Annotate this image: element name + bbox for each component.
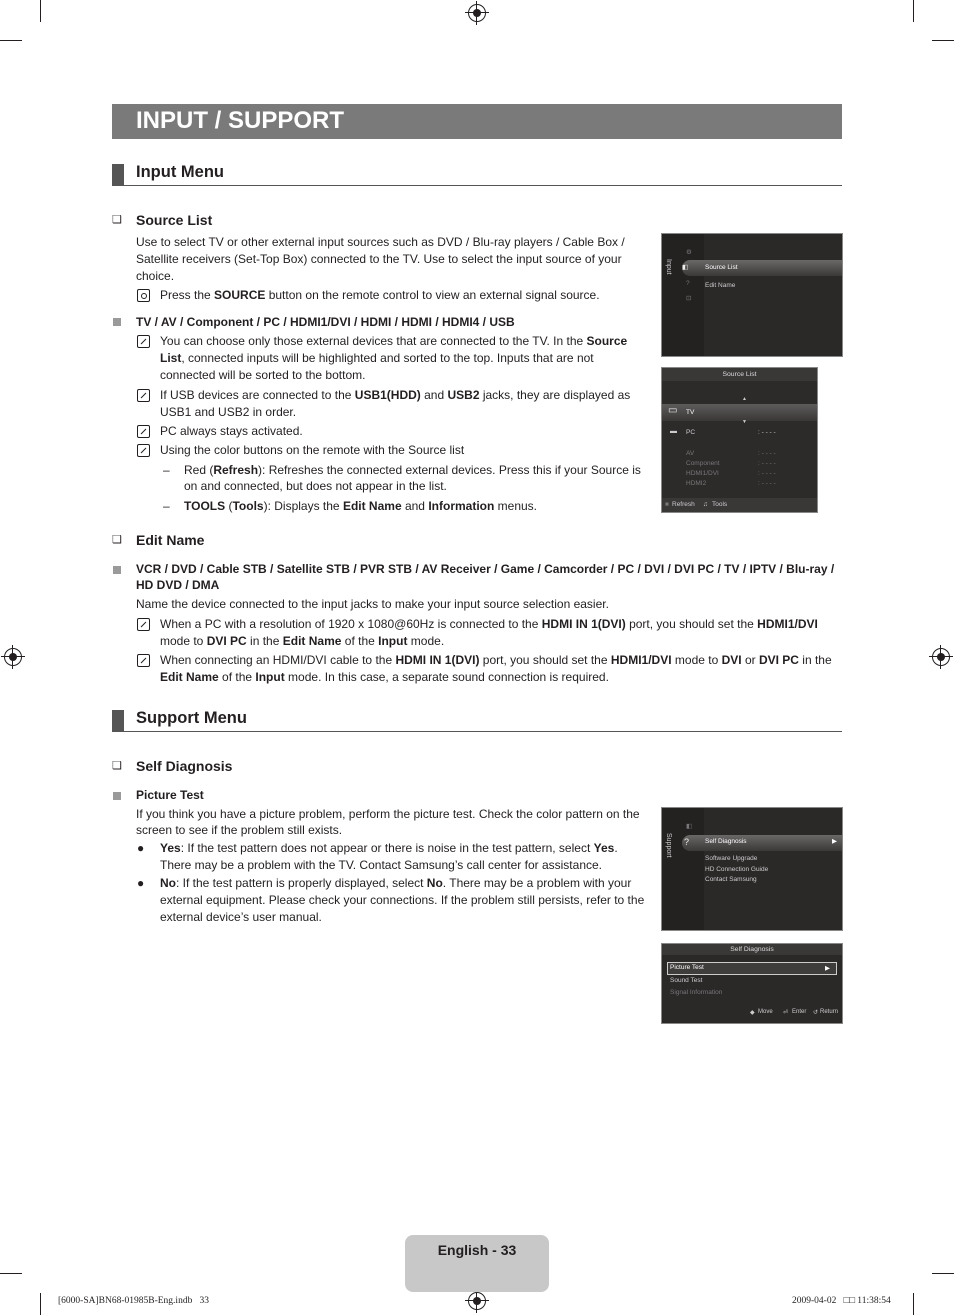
dash-item: TOOLS (Tools): Displays the Edit Name and Information menus. bbox=[184, 499, 538, 513]
dash-item: Red (Refresh): Refreshes the connected external devices. Press this if your Source is on and connected, but does not appear in the list. bbox=[184, 463, 641, 493]
input-menu-screenshot bbox=[661, 233, 843, 357]
page-title-banner bbox=[112, 104, 842, 139]
registration-mark-left bbox=[4, 648, 22, 666]
subsection-title: Self Diagnosis bbox=[136, 758, 233, 774]
subsection-title: Edit Name bbox=[136, 532, 205, 548]
return-icon: ↺ bbox=[813, 1010, 819, 1016]
note-icon bbox=[137, 389, 150, 402]
source-value: : - - - - bbox=[758, 480, 776, 487]
menu-item-self-diagnosis[interactable]: Self Diagnosis bbox=[705, 838, 747, 845]
page-number-tab bbox=[405, 1235, 549, 1292]
note-text: When a PC with a resolution of 1920 x 1080@60Hz is connected to the HDMI IN 1(DVI) port, you should set the HDMI1/DVI mode to DVI PC in the Edit Name of the Input mode. bbox=[160, 617, 818, 648]
dash-icon: – bbox=[163, 499, 170, 513]
source-list-screenshot bbox=[661, 367, 818, 513]
note-icon bbox=[137, 654, 150, 667]
item-heading: TV / AV / Component / PC / HDMI1/DVI / HDMI / HDMI / HDMI4 / USB bbox=[136, 315, 515, 329]
source-row-hdmi1-dvi[interactable]: HDMI1/DVI bbox=[686, 470, 719, 477]
note-icon bbox=[137, 425, 150, 438]
square-bullet-icon bbox=[113, 566, 121, 574]
source-row-component[interactable]: Component bbox=[686, 460, 720, 467]
checkbox-icon: ❑ bbox=[112, 534, 122, 546]
bullet-item: Yes: If the test pattern does not appear or there is noise in the test pattern, select Yes. There may be a problem with the TV. Contact Samsung’s call center for assistance. bbox=[160, 841, 618, 872]
registration-mark-right bbox=[932, 648, 950, 666]
note-icon bbox=[137, 618, 150, 631]
page-number: English - 33 bbox=[437, 1242, 517, 1258]
paragraph: Use to select TV or other external input sources such as DVD / Blu-ray players / Cable Box / Satellite receivers (Set-Top Box) connected to the TV. Use to select the input source of your choice. bbox=[136, 235, 625, 283]
checkbox-icon: ❑ bbox=[112, 214, 122, 226]
enter-icon: ⏎ bbox=[783, 1010, 789, 1016]
input-icon: ◧ bbox=[686, 823, 693, 830]
dash-icon: – bbox=[163, 463, 170, 477]
section-title: Support Menu bbox=[136, 709, 247, 727]
note-text: Using the color buttons on the remote with the Source list bbox=[160, 443, 465, 457]
support-icon: ? bbox=[686, 280, 690, 287]
note-text: PC always stays activated. bbox=[160, 424, 303, 438]
date-slug: 2009-04-02 □□ 11:38:54 bbox=[792, 1296, 891, 1306]
source-row-pc[interactable]: PC bbox=[686, 429, 696, 436]
paragraph: If you think you have a picture problem, perform the picture test. Check the color pattern on the screen to see if the problem still exists. bbox=[136, 807, 640, 837]
self-diagnosis-screenshot bbox=[661, 943, 843, 1024]
return-label: Return bbox=[820, 1009, 839, 1015]
note-icon bbox=[137, 335, 150, 348]
section-input-menu bbox=[112, 163, 842, 186]
item-heading: Picture Test bbox=[136, 788, 204, 802]
paragraph: Name the device connected to the input jacks to make your input source selection easier. bbox=[136, 597, 609, 611]
tools-label[interactable]: Tools bbox=[712, 501, 728, 508]
source-row-hdmi2[interactable]: HDMI2 bbox=[686, 480, 707, 487]
page-title: INPUT / SUPPORT bbox=[136, 107, 345, 134]
registration-mark-top bbox=[468, 4, 486, 22]
item-heading: VCR / DVD / Cable STB / Satellite STB / PVR STB / AV Receiver / Game / Camcorder / PC / DVI / DVI PC / TV / IPTV / Blu-ray / HD DVD / DMA bbox=[136, 562, 835, 592]
bullet-icon: ● bbox=[137, 876, 145, 890]
menu-item-sound-test[interactable]: Sound Test bbox=[670, 977, 703, 984]
square-bullet-icon bbox=[113, 792, 121, 800]
support-icon: ? bbox=[684, 837, 690, 847]
section-title: Input Menu bbox=[136, 163, 224, 181]
osd-title: Source List bbox=[662, 368, 817, 381]
note-text: When connecting an HDMI/DVI cable to the HDMI IN 1(DVI) port, you should set the HDMI1/DVI mode to DVI or DVI PC in the Edit Name of the Input mode. In this case, a separate sound connection is required. bbox=[160, 653, 832, 684]
menu-item-signal-information[interactable]: Signal Information bbox=[670, 989, 723, 996]
menu-item-software-upgrade[interactable]: Software Upgrade bbox=[705, 855, 758, 862]
side-label: Input bbox=[665, 259, 672, 275]
note-text: If USB devices are connected to the USB1(HDD) and USB2 jacks, they are displayed as USB1 and USB2 in order. bbox=[160, 388, 631, 419]
source-value: : - - - - bbox=[758, 429, 776, 436]
tools-icon: ♫ bbox=[703, 501, 708, 508]
source-value: : - - - - bbox=[758, 450, 776, 457]
right-arrow-icon: ▶ bbox=[825, 965, 830, 972]
input-icon: ◧ bbox=[682, 264, 689, 271]
down-arrow-icon: ▼ bbox=[742, 419, 747, 425]
side-label: Support bbox=[665, 833, 672, 858]
pc-icon: ▬ bbox=[670, 428, 677, 435]
up-arrow-icon: ▲ bbox=[742, 396, 747, 402]
menu-item-source-list[interactable]: Source List bbox=[705, 264, 738, 271]
move-icon: ◆ bbox=[750, 1010, 755, 1016]
source-value: : - - - - bbox=[758, 460, 776, 467]
menu-item-hd-connection-guide[interactable]: HD Connection Guide bbox=[705, 866, 769, 873]
note-icon bbox=[137, 444, 150, 457]
red-button-icon: ■ bbox=[665, 501, 669, 508]
settings-icon: ⚙ bbox=[686, 249, 692, 256]
note-text: You can choose only those external devices that are connected to the TV. In the Source List, connected inputs will be highlighted and sorted to the top. Inputs that are not connected will be sorted to the bottom. bbox=[160, 334, 628, 382]
osd-title: Self Diagnosis bbox=[662, 944, 842, 955]
move-label: Move bbox=[758, 1009, 773, 1015]
menu-item-picture-test[interactable]: Picture Test bbox=[670, 964, 704, 971]
menu-item-edit-name[interactable]: Edit Name bbox=[705, 282, 736, 289]
bullet-item: No: If the test pattern is properly displayed, select No. There may be a problem with your external equipment. Please check your connections. If the problem still persists, refer to the external device’s user manual. bbox=[160, 876, 645, 924]
enter-label: Enter bbox=[792, 1009, 807, 1015]
refresh-label[interactable]: Refresh bbox=[672, 501, 695, 508]
source-row-av[interactable]: AV bbox=[686, 450, 695, 457]
bullet-icon: ● bbox=[137, 841, 145, 855]
registration-mark-bottom bbox=[468, 1292, 486, 1310]
subsection-title: Source List bbox=[136, 212, 213, 228]
square-bullet-icon bbox=[113, 318, 121, 326]
file-slug: [6000-SA]BN68-01985B-Eng.indb 33 bbox=[58, 1296, 209, 1306]
source-row-tv[interactable]: TV bbox=[686, 409, 695, 416]
menu-item-contact-samsung[interactable]: Contact Samsung bbox=[705, 876, 757, 883]
app-icon: ⊡ bbox=[686, 295, 692, 302]
checkbox-icon: ❑ bbox=[112, 760, 122, 772]
tv-icon: ▭ bbox=[668, 405, 678, 416]
tool-icon bbox=[137, 289, 150, 302]
right-arrow-icon: ▶ bbox=[832, 838, 837, 845]
source-value: : - - - - bbox=[758, 470, 776, 477]
support-menu-screenshot bbox=[661, 807, 843, 931]
section-support-menu bbox=[112, 709, 842, 732]
tip-text: Press the SOURCE button on the remote control to view an external signal source. bbox=[160, 288, 600, 302]
